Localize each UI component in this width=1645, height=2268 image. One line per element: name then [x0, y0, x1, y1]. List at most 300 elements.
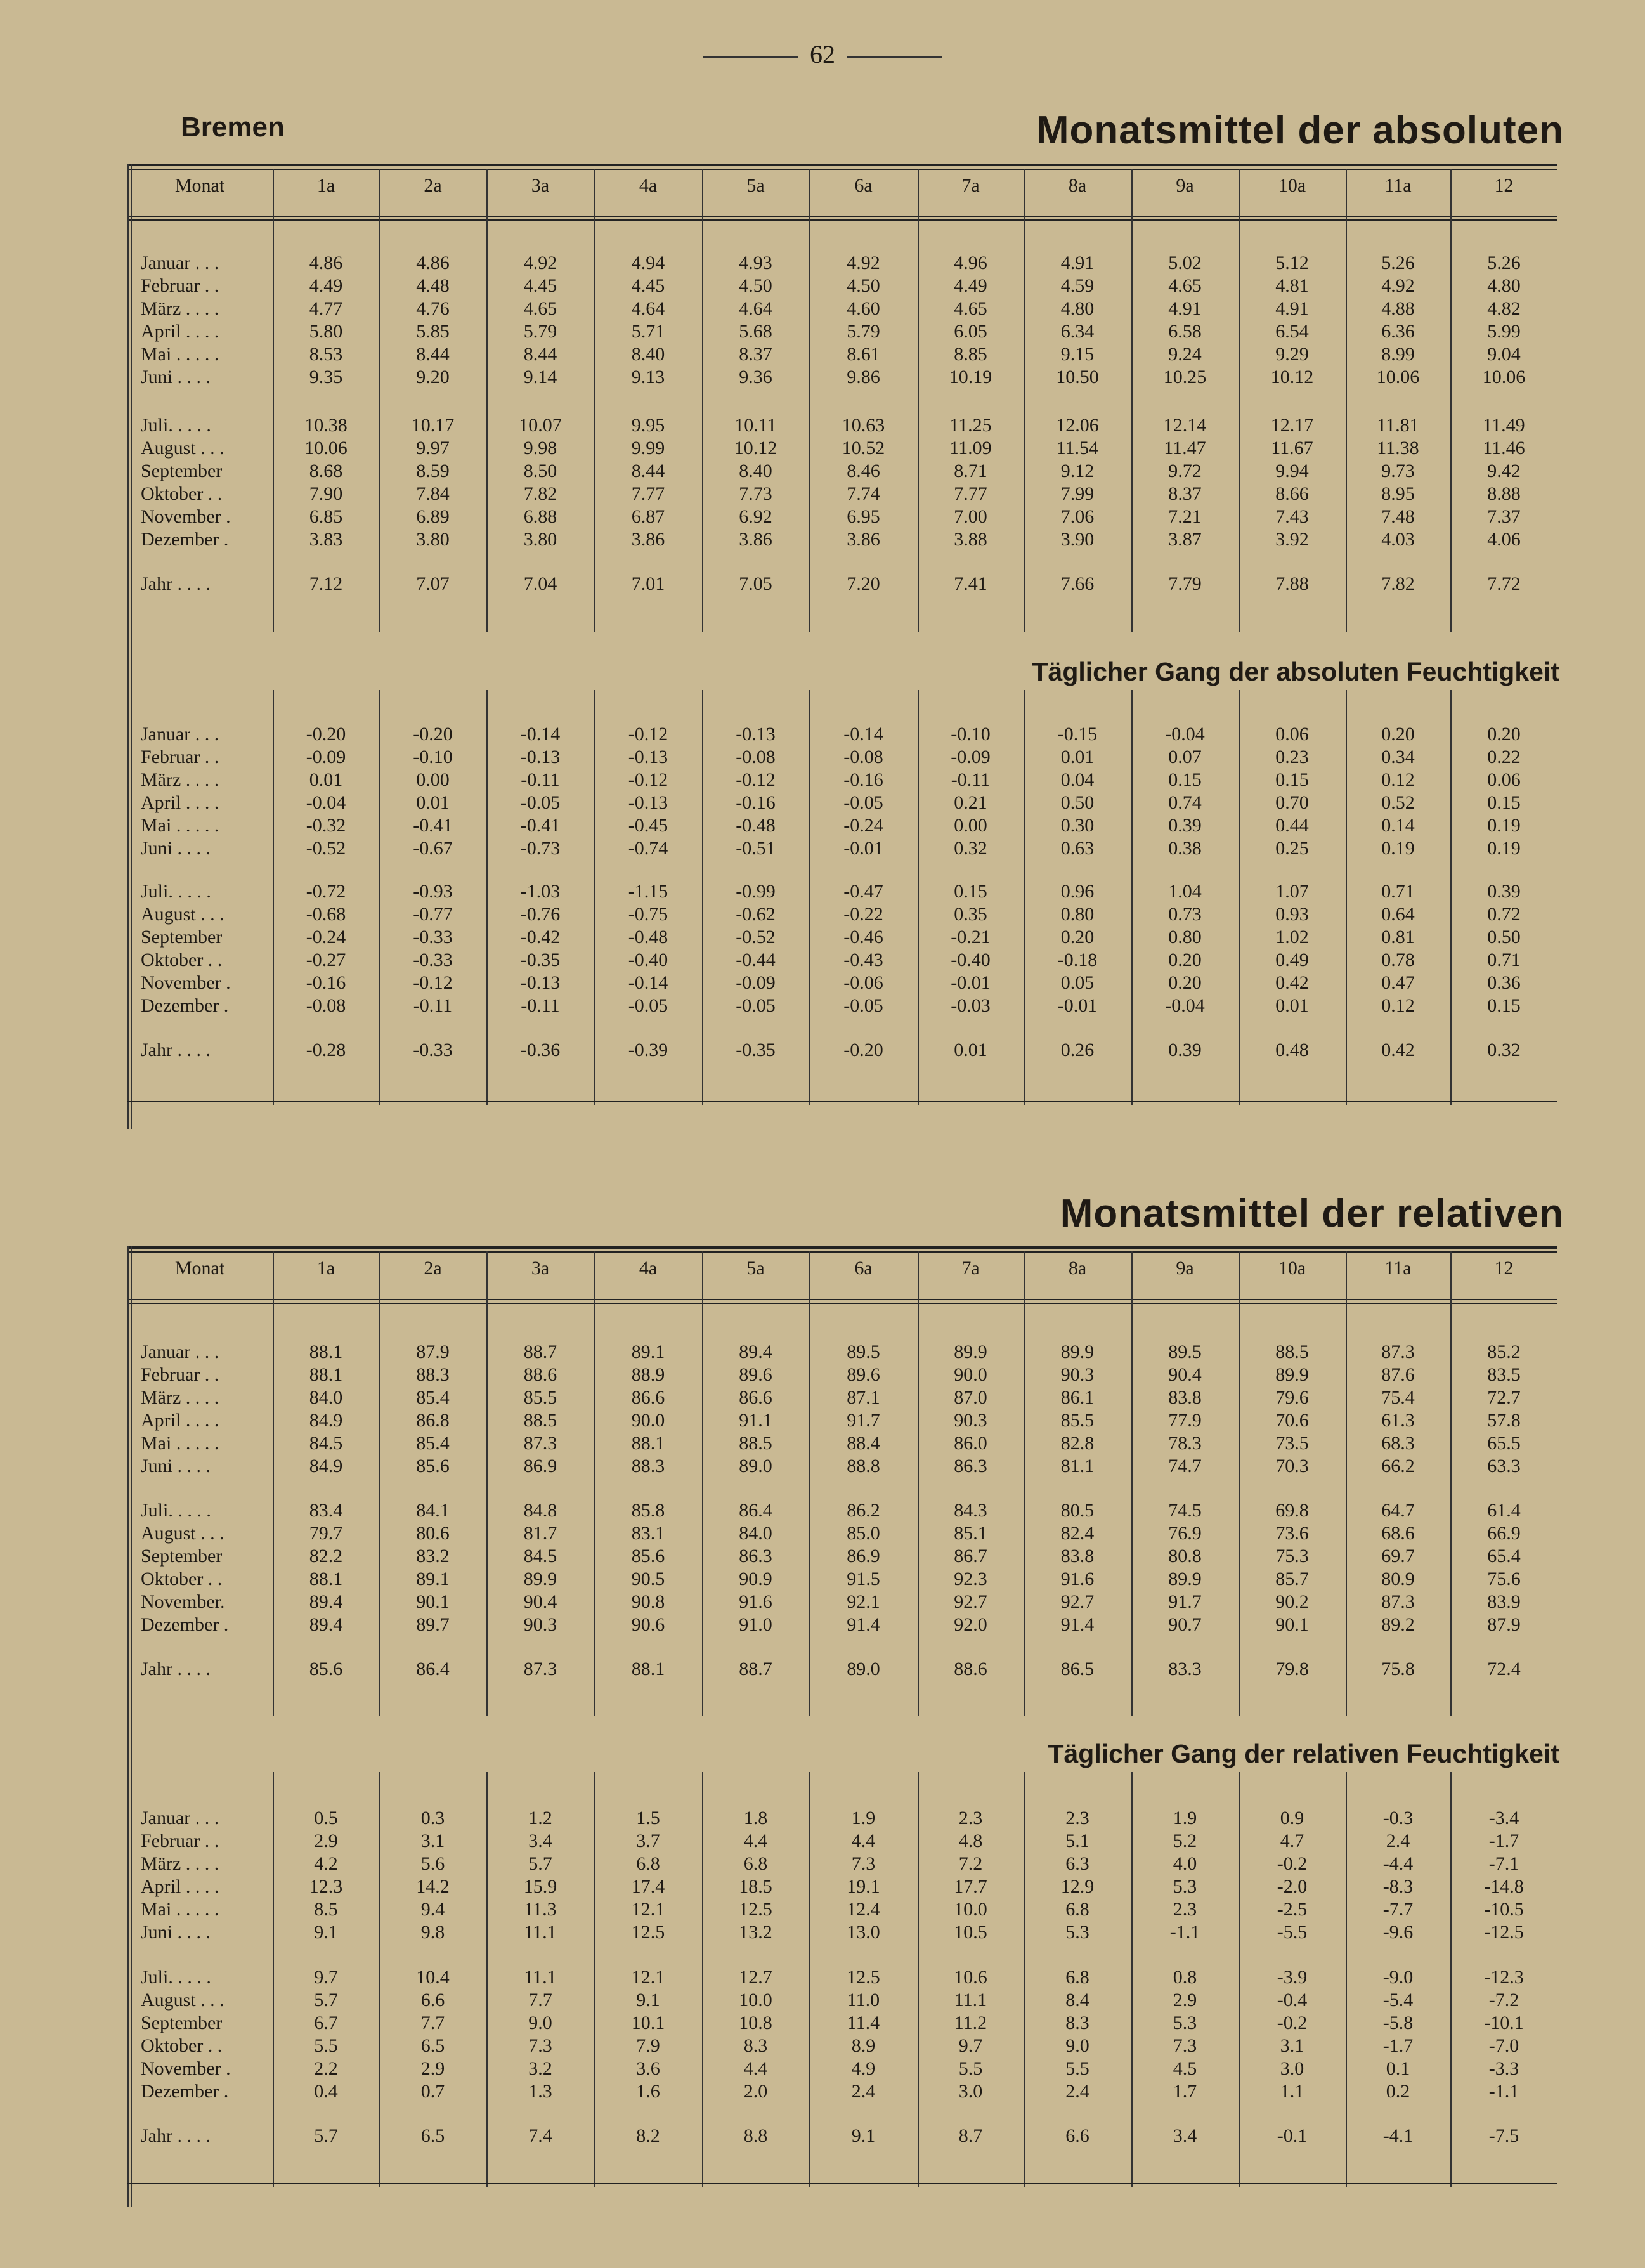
value-cell: 6.95	[847, 506, 880, 527]
month-label: Jahr . . . .	[141, 573, 211, 594]
value-cell: 7.72	[1487, 573, 1521, 594]
value-cell: -7.5	[1488, 2125, 1519, 2146]
value-cell: 6.7	[314, 2012, 338, 2033]
value-cell: 0.5	[314, 1808, 338, 1828]
value-cell: 4.50	[847, 275, 880, 296]
value-cell: 4.5	[1173, 2058, 1197, 2079]
value-cell: 0.72	[1487, 904, 1521, 925]
subheading-absolute-daily: Täglicher Gang der absoluten Feuchtigkeit	[1032, 657, 1559, 686]
column-divider	[1239, 169, 1240, 221]
value-cell: 11.0	[847, 1990, 880, 2011]
value-cell: 3.87	[1168, 529, 1202, 550]
value-cell: 0.39	[1168, 815, 1202, 836]
value-cell: 89.5	[847, 1341, 880, 1362]
value-cell: -0.05	[843, 995, 883, 1016]
column-header: 7a	[961, 1258, 980, 1279]
table-row	[127, 2080, 1557, 2103]
value-cell: 0.01	[1275, 995, 1309, 1016]
value-cell: 0.20	[1381, 724, 1415, 745]
value-cell: -0.93	[413, 881, 453, 902]
value-cell: 8.44	[523, 344, 557, 365]
value-cell: 6.5	[420, 2035, 445, 2056]
value-cell: -0.39	[628, 1040, 668, 1060]
value-cell: 4.91	[1275, 298, 1309, 319]
column-header: 9a	[1176, 175, 1194, 196]
value-cell: 6.8	[743, 1853, 768, 1874]
month-label: August . . .	[141, 904, 224, 925]
value-cell: -0.46	[843, 927, 883, 948]
value-cell: 63.3	[1487, 1456, 1521, 1476]
value-cell: 9.1	[314, 1922, 338, 1943]
value-cell: 0.44	[1275, 815, 1309, 836]
value-cell: 89.9	[1168, 1568, 1202, 1589]
value-cell: 9.20	[416, 367, 450, 388]
value-cell: 10.8	[739, 2012, 772, 2033]
month-label: April . . . .	[141, 321, 219, 342]
value-cell: 0.19	[1487, 815, 1521, 836]
value-cell: 5.26	[1487, 252, 1521, 273]
value-cell: 1.6	[636, 2081, 660, 2102]
month-label: September	[141, 2012, 223, 2033]
value-cell: 4.8	[958, 1830, 983, 1851]
value-cell: -0.28	[306, 1040, 346, 1060]
value-cell: -0.62	[736, 904, 776, 925]
value-cell: 10.63	[842, 415, 885, 436]
value-cell: 86.4	[739, 1500, 772, 1521]
value-cell: 4.92	[1381, 275, 1415, 296]
month-label: Februar . .	[141, 746, 219, 767]
value-cell: 4.06	[1487, 529, 1521, 550]
value-cell: -0.13	[628, 792, 668, 813]
value-cell: 91.6	[739, 1591, 772, 1612]
column-header: 10a	[1278, 1258, 1306, 1279]
month-label: Juni . . . .	[141, 838, 211, 859]
value-cell: 4.86	[309, 252, 343, 273]
value-cell: 85.5	[1060, 1410, 1095, 1431]
value-cell: -0.01	[951, 972, 991, 993]
column-header: 11a	[1384, 175, 1412, 196]
value-cell: 75.3	[1275, 1546, 1309, 1567]
value-cell: -1.7	[1488, 1830, 1519, 1851]
value-cell: 89.1	[631, 1341, 665, 1362]
value-cell: 0.39	[1487, 881, 1521, 902]
table-row	[127, 342, 1557, 366]
value-cell: 85.0	[847, 1523, 880, 1544]
value-cell: 8.44	[631, 460, 665, 481]
value-cell: 2.9	[314, 1830, 338, 1851]
value-cell: 6.34	[1060, 321, 1095, 342]
column-header: 2a	[424, 1258, 442, 1279]
value-cell: -0.41	[520, 815, 561, 836]
value-cell: 10.07	[519, 415, 562, 436]
value-cell: -0.05	[736, 995, 776, 1016]
value-cell: 86.6	[631, 1387, 665, 1408]
value-cell: 6.92	[739, 506, 772, 527]
value-cell: 80.6	[416, 1523, 450, 1544]
value-cell: -1.7	[1382, 2035, 1414, 2056]
value-cell: -1.03	[520, 881, 561, 902]
value-cell: -0.51	[736, 838, 776, 859]
value-cell: 88.5	[739, 1433, 772, 1454]
table-top-rule	[127, 164, 1557, 166]
value-cell: 0.26	[1060, 1040, 1095, 1060]
value-cell: 84.0	[309, 1387, 343, 1408]
value-cell: 5.5	[958, 2058, 983, 2079]
value-cell: 2.3	[958, 1808, 983, 1828]
value-cell: 0.2	[1386, 2081, 1410, 2102]
column-divider	[918, 1251, 919, 1304]
value-cell: 5.80	[309, 321, 343, 342]
value-cell: 70.3	[1275, 1456, 1309, 1476]
column-divider	[702, 169, 703, 221]
value-cell: 4.49	[309, 275, 343, 296]
value-cell: -0.05	[520, 792, 561, 813]
month-label: August . . .	[141, 1523, 224, 1544]
value-cell: 6.54	[1275, 321, 1309, 342]
value-cell: -0.03	[951, 995, 991, 1016]
value-cell: 7.84	[416, 483, 450, 504]
value-cell: 10.1	[631, 2012, 665, 2033]
value-cell: -5.8	[1382, 2012, 1414, 2033]
month-label: Oktober . .	[141, 483, 223, 504]
table-row	[127, 1038, 1557, 1062]
value-cell: 4.76	[416, 298, 450, 319]
column-header: 6a	[854, 1258, 873, 1279]
month-label: August . . .	[141, 438, 224, 459]
column-header: 6a	[854, 175, 873, 196]
value-cell: 83.2	[416, 1546, 450, 1567]
value-cell: 11.1	[524, 1922, 557, 1943]
value-cell: -0.11	[521, 769, 560, 790]
value-cell: 91.0	[739, 1614, 772, 1635]
value-cell: -0.16	[736, 792, 776, 813]
month-label: Jahr . . . .	[141, 1659, 211, 1679]
value-cell: 7.20	[847, 573, 880, 594]
value-cell: 64.7	[1381, 1500, 1415, 1521]
value-cell: 7.01	[631, 573, 665, 594]
table-row	[127, 745, 1557, 769]
value-cell: 1.3	[528, 2081, 552, 2102]
column-header: 9a	[1176, 1258, 1194, 1279]
value-cell: 0.80	[1060, 904, 1095, 925]
value-cell: 0.38	[1168, 838, 1202, 859]
value-cell: 87.3	[1381, 1591, 1415, 1612]
value-cell: 0.78	[1381, 949, 1415, 970]
value-cell: 0.42	[1381, 1040, 1415, 1060]
value-cell: 6.58	[1168, 321, 1202, 342]
header-bottom-rule-2	[127, 1303, 1557, 1304]
value-cell: 5.79	[847, 321, 880, 342]
value-cell: 88.7	[739, 1659, 772, 1679]
value-cell: -0.14	[628, 972, 668, 993]
value-cell: 3.4	[528, 1830, 552, 1851]
table-row	[127, 768, 1557, 792]
value-cell: -0.10	[951, 724, 991, 745]
value-cell: 6.8	[1065, 1967, 1089, 1988]
value-cell: 0.8	[1173, 1967, 1197, 1988]
column-header: Monat	[174, 175, 225, 196]
value-cell: 2.2	[314, 2058, 338, 2079]
column-header: 12	[1494, 175, 1514, 196]
month-label: Februar . .	[141, 275, 219, 296]
value-cell: 88.8	[847, 1456, 880, 1476]
value-cell: 85.5	[523, 1387, 557, 1408]
value-cell: 90.9	[739, 1568, 772, 1589]
value-cell: 0.15	[1487, 995, 1521, 1016]
value-cell: 5.12	[1275, 252, 1309, 273]
value-cell: 89.0	[739, 1456, 772, 1476]
value-cell: 85.4	[416, 1433, 450, 1454]
table-row	[127, 1590, 1557, 1613]
value-cell: -0.68	[306, 904, 346, 925]
subheading-relative-daily: Täglicher Gang der relativen Feuchtigkeit	[1048, 1739, 1559, 1768]
value-cell: 3.88	[954, 529, 987, 550]
value-cell: 9.8	[420, 1922, 445, 1943]
value-cell: 3.2	[528, 2058, 552, 2079]
value-cell: 6.5	[420, 2125, 445, 2146]
value-cell: 0.15	[1487, 792, 1521, 813]
value-cell: 5.5	[314, 2035, 338, 2056]
value-cell: 0.36	[1487, 972, 1521, 993]
value-cell: 81.7	[523, 1523, 557, 1544]
value-cell: 10.12	[734, 438, 777, 459]
table-top-rule	[127, 1246, 1557, 1249]
value-cell: 90.4	[1168, 1364, 1202, 1385]
value-cell: 90.3	[954, 1410, 987, 1431]
value-cell: 10.06	[1482, 367, 1526, 388]
value-cell: 0.00	[416, 769, 450, 790]
value-cell: -10.1	[1484, 2012, 1524, 2033]
month-label: Mai . . . . .	[141, 1899, 219, 1920]
value-cell: -0.04	[1165, 995, 1205, 1016]
value-cell: 83.3	[1168, 1659, 1202, 1679]
value-cell: 1.04	[1168, 881, 1202, 902]
value-cell: 0.81	[1381, 927, 1415, 948]
value-cell: 0.14	[1381, 815, 1415, 836]
value-cell: -7.1	[1488, 1853, 1519, 1874]
column-header: 11a	[1384, 1258, 1412, 1279]
value-cell: 0.23	[1275, 746, 1309, 767]
value-cell: 82.4	[1060, 1523, 1095, 1544]
value-cell: -4.4	[1382, 1853, 1414, 1874]
value-cell: 8.40	[739, 460, 772, 481]
value-cell: -0.20	[843, 1040, 883, 1060]
value-cell: 12.1	[631, 1967, 665, 1988]
table-row	[127, 459, 1557, 483]
value-cell: 0.21	[954, 792, 987, 813]
value-cell: 0.20	[1168, 972, 1202, 993]
value-cell: 0.50	[1060, 792, 1095, 813]
value-cell: 84.9	[309, 1410, 343, 1431]
value-cell: 88.3	[631, 1456, 665, 1476]
value-cell: 7.7	[420, 2012, 445, 2033]
value-cell: 8.3	[743, 2035, 768, 2056]
value-cell: 2.9	[420, 2058, 445, 2079]
value-cell: 3.1	[1280, 2035, 1304, 2056]
value-cell: 4.2	[314, 1853, 338, 1874]
table-row	[127, 2057, 1557, 2080]
month-label: Januar . . .	[141, 252, 219, 273]
value-cell: 12.7	[739, 1967, 772, 1988]
table-row	[127, 365, 1557, 389]
value-cell: -0.73	[520, 838, 561, 859]
value-cell: 91.7	[1168, 1591, 1202, 1612]
value-cell: 4.96	[954, 252, 987, 273]
value-cell: 91.1	[739, 1410, 772, 1431]
value-cell: 5.68	[739, 321, 772, 342]
value-cell: -0.13	[520, 746, 561, 767]
column-divider	[809, 1251, 810, 1304]
value-cell: 61.4	[1487, 1500, 1521, 1521]
table-row	[127, 1340, 1557, 1364]
value-cell: 88.1	[309, 1364, 343, 1385]
value-cell: -0.04	[306, 792, 346, 813]
value-cell: 8.71	[954, 460, 987, 481]
value-cell: 0.15	[1168, 769, 1202, 790]
value-cell: -0.2	[1277, 1853, 1308, 1874]
column-divider	[809, 169, 810, 221]
table-row	[127, 903, 1557, 926]
value-cell: 7.82	[523, 483, 557, 504]
value-cell: 2.4	[1065, 2081, 1089, 2102]
value-cell: 89.7	[416, 1614, 450, 1635]
value-cell: 65.5	[1487, 1433, 1521, 1454]
value-cell: 86.5	[1060, 1659, 1095, 1679]
value-cell: 80.5	[1060, 1500, 1095, 1521]
value-cell: -0.35	[736, 1040, 776, 1060]
column-divider	[1239, 1251, 1240, 1304]
value-cell: 8.37	[1168, 483, 1202, 504]
value-cell: 1.5	[636, 1808, 660, 1828]
value-cell: 83.1	[631, 1523, 665, 1544]
month-label: September	[141, 460, 223, 481]
value-cell: 8.5	[314, 1899, 338, 1920]
value-cell: 9.99	[631, 438, 665, 459]
value-cell: 0.52	[1381, 792, 1415, 813]
month-label: September	[141, 927, 223, 948]
column-header: 5a	[746, 175, 765, 196]
table-row	[127, 971, 1557, 994]
month-label: Oktober . .	[141, 2035, 223, 2056]
value-cell: 3.7	[636, 1830, 660, 1851]
value-cell: 5.6	[420, 1853, 445, 1874]
table-row	[127, 880, 1557, 903]
value-cell: -0.48	[628, 927, 668, 948]
value-cell: 9.13	[631, 367, 665, 388]
value-cell: 89.1	[416, 1568, 450, 1589]
column-header: 10a	[1278, 175, 1306, 196]
value-cell: 12.3	[309, 1876, 343, 1897]
value-cell: 6.8	[636, 1853, 660, 1874]
column-header: 12	[1494, 1258, 1514, 1279]
value-cell: 66.2	[1381, 1456, 1415, 1476]
value-cell: -0.21	[951, 927, 991, 948]
value-cell: 6.6	[1065, 2125, 1089, 2146]
value-cell: 7.00	[954, 506, 987, 527]
value-cell: 4.9	[851, 2058, 876, 2079]
value-cell: 8.99	[1381, 344, 1415, 365]
value-cell: 86.8	[416, 1410, 450, 1431]
value-cell: 82.2	[309, 1546, 343, 1567]
value-cell: 11.67	[1271, 438, 1313, 459]
value-cell: 84.3	[954, 1500, 987, 1521]
value-cell: 0.70	[1275, 792, 1309, 813]
value-cell: 8.59	[416, 460, 450, 481]
month-label: April . . . .	[141, 1876, 219, 1897]
month-label: Februar . .	[141, 1830, 219, 1851]
month-label: Juli. . . . .	[141, 415, 211, 436]
value-cell: 8.9	[851, 2035, 876, 2056]
value-cell: 8.85	[954, 344, 987, 365]
value-cell: 7.74	[847, 483, 880, 504]
value-cell: 10.11	[734, 415, 777, 436]
value-cell: 90.4	[523, 1591, 557, 1612]
month-label: Januar . . .	[141, 1341, 219, 1362]
value-cell: 2.3	[1065, 1808, 1089, 1828]
value-cell: 0.93	[1275, 904, 1309, 925]
value-cell: 5.3	[1173, 2012, 1197, 2033]
month-label: Juli. . . . .	[141, 1500, 211, 1521]
column-header: 5a	[746, 1258, 765, 1279]
value-cell: 88.5	[1275, 1341, 1309, 1362]
table-row	[127, 436, 1557, 460]
value-cell: 92.3	[954, 1568, 987, 1589]
heading-relative: Monatsmittel der relativen	[1060, 1192, 1564, 1235]
value-cell: 1.8	[743, 1808, 768, 1828]
value-cell: 9.15	[1060, 344, 1095, 365]
value-cell: 10.12	[1270, 367, 1314, 388]
value-cell: 0.22	[1487, 746, 1521, 767]
month-label: Jahr . . . .	[141, 2125, 211, 2146]
value-cell: 5.7	[314, 2125, 338, 2146]
value-cell: 79.6	[1275, 1387, 1309, 1408]
value-cell: 6.05	[954, 321, 987, 342]
value-cell: -0.99	[736, 881, 776, 902]
table-row	[127, 1363, 1557, 1386]
value-cell: 85.6	[416, 1456, 450, 1476]
value-cell: 91.7	[847, 1410, 880, 1431]
month-label: August . . .	[141, 1990, 224, 2011]
value-cell: 3.83	[309, 529, 343, 550]
value-cell: 3.86	[847, 529, 880, 550]
value-cell: -0.11	[413, 995, 453, 1016]
value-cell: 91.6	[1060, 1568, 1095, 1589]
value-cell: 11.2	[954, 2012, 987, 2033]
value-cell: 90.1	[416, 1591, 450, 1612]
value-cell: 8.4	[1065, 1990, 1089, 2011]
month-label: Mai . . . . .	[141, 1433, 219, 1454]
value-cell: -0.48	[736, 815, 776, 836]
value-cell: 0.20	[1168, 949, 1202, 970]
table-row	[127, 1522, 1557, 1545]
value-cell: -0.52	[306, 838, 346, 859]
column-header: 7a	[961, 175, 980, 196]
column-header: 8a	[1068, 175, 1087, 196]
column-divider	[273, 169, 274, 221]
value-cell: 88.1	[309, 1568, 343, 1589]
value-cell: 9.72	[1168, 460, 1202, 481]
value-cell: -0.4	[1277, 1990, 1308, 2011]
value-cell: -0.11	[951, 769, 991, 790]
value-cell: 17.4	[631, 1876, 665, 1897]
value-cell: -0.33	[413, 949, 453, 970]
column-divider	[1024, 169, 1025, 221]
month-label: März . . . .	[141, 769, 219, 790]
value-cell: 2.4	[851, 2081, 876, 2102]
value-cell: 12.4	[847, 1899, 880, 1920]
value-cell: 0.15	[1275, 769, 1309, 790]
value-cell: 7.3	[851, 1853, 876, 1874]
